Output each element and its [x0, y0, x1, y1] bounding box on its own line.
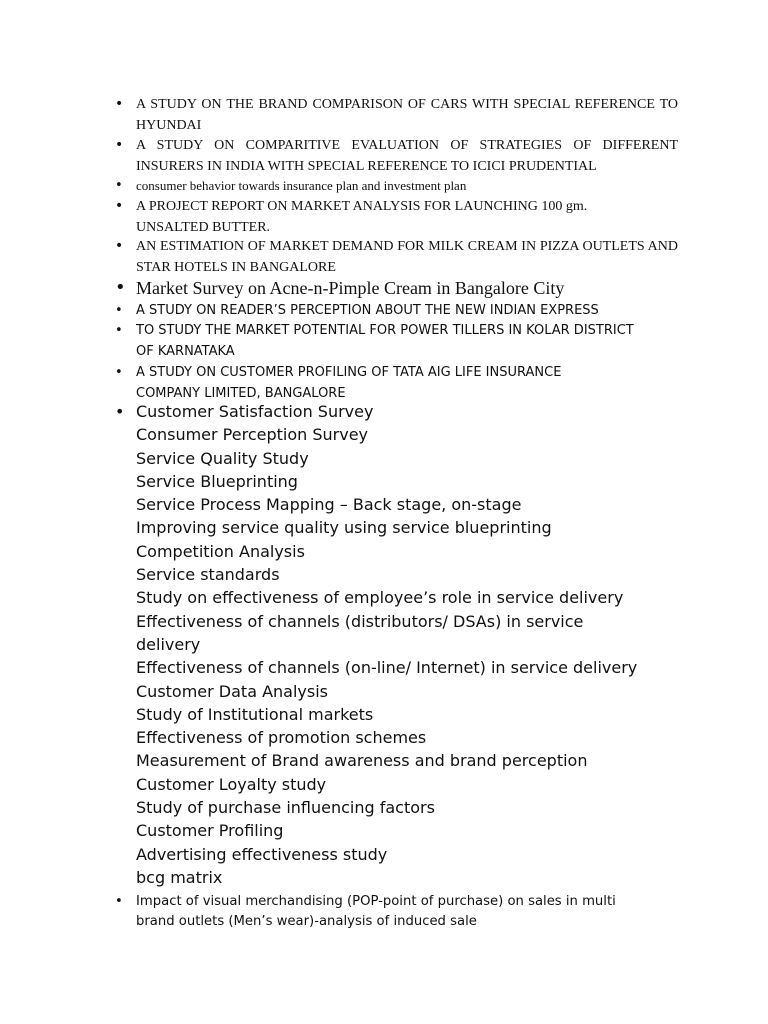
service-topic: Advertising effectiveness study: [136, 844, 388, 864]
service-topic: Customer Data Analysis: [136, 681, 329, 701]
bullet-icon: •: [115, 402, 125, 421]
bullet-icon: •: [115, 96, 124, 112]
list-item: [115, 300, 678, 321]
service-topic: Measurement of Brand awareness and brand perception: [136, 751, 588, 771]
topic-text: consumer behavior towards insurance plan and investment plan: [136, 178, 467, 193]
list-item: [115, 892, 646, 932]
service-topic: Service standards: [136, 565, 280, 585]
service-topic: Customer Profiling: [136, 821, 284, 841]
service-topic: Effectiveness of promotion schemes: [136, 728, 427, 748]
bullet-icon: •: [115, 277, 126, 298]
list-item: [115, 94, 678, 136]
list-item: [115, 362, 616, 404]
service-topic: Consumer Perception Survey: [136, 425, 369, 445]
service-topic: Study on effectiveness of employee’s role in service delivery: [136, 588, 624, 608]
topic-text: TO STUDY THE MARKET POTENTIAL FOR POWER TILLERS IN KOLAR DISTRICT OF KARNATAKA: [136, 323, 634, 359]
list-item: [115, 236, 678, 278]
service-topic: Effectiveness of channels (on-line/ Internet) in service delivery: [136, 658, 638, 678]
service-topic: Study of Institutional markets: [136, 704, 374, 724]
topic-text: A STUDY ON READER’S PERCEPTION ABOUT THE NEW INDIAN EXPRESS: [136, 303, 599, 318]
service-topic: Competition Analysis: [136, 541, 305, 561]
topic-text: Impact of visual merchandising (POP-point of purchase) on sales in multi brand outlets (Men’s wear)-analysis of induced sale: [136, 894, 616, 929]
bullet-icon: •: [115, 365, 123, 380]
bullet-icon: •: [115, 137, 124, 153]
bullet-icon: •: [115, 198, 124, 214]
service-topic: Service Process Mapping – Back stage, on-stage: [136, 495, 522, 515]
service-topic: Improving service quality using service blueprinting: [136, 518, 552, 538]
list-item: [115, 135, 678, 177]
topic-text: A STUDY ON CUSTOMER PROFILING OF TATA AIG LIFE INSURANCE COMPANY LIMITED, BANGALORE: [136, 365, 562, 401]
topic-text: Market Survey on Acne-n-Pimple Cream in Bangalore City: [136, 278, 565, 298]
bullet-icon: •: [115, 894, 123, 909]
list-item: [115, 196, 636, 238]
service-topic: Study of purchase influencing factors: [136, 798, 435, 818]
topic-text: A PROJECT REPORT ON MARKET ANALYSIS FOR LAUNCHING 100 gm. UNSALTED BUTTER.: [136, 199, 588, 235]
topic-text: A STUDY ON THE BRAND COMPARISON OF CARS WITH SPECIAL REFERENCE TO HYUNDAI: [136, 97, 678, 133]
topic-text: A STUDY ON COMPARITIVE EVALUATION OF STRATEGIES OF DIFFERENT INSURERS IN INDIA WITH SPECIAL REFERENCE TO ICICI PRUDENTIAL: [136, 138, 678, 174]
topic-text: AN ESTIMATION OF MARKET DEMAND FOR MILK CREAM IN PIZZA OUTLETS AND STAR HOTELS IN BANGALORE: [136, 239, 678, 275]
bullet-icon: •: [115, 303, 123, 318]
list-item: [115, 176, 678, 196]
service-topic: bcg matrix: [136, 867, 223, 887]
service-topic: Effectiveness of channels (distributors/ DSAs) in service delivery: [136, 611, 584, 654]
service-topic: Service Quality Study: [136, 448, 309, 468]
bullet-icon: •: [115, 323, 123, 338]
bullet-icon: •: [115, 178, 123, 193]
service-topic: Service Blueprinting: [136, 471, 298, 491]
service-topic: Customer Loyalty study: [136, 774, 327, 794]
service-topics-list: [115, 400, 678, 889]
service-topic: Customer Satisfaction Survey: [136, 402, 374, 421]
list-item: [115, 320, 636, 362]
list-item: [115, 277, 678, 299]
bullet-icon: •: [115, 238, 124, 254]
